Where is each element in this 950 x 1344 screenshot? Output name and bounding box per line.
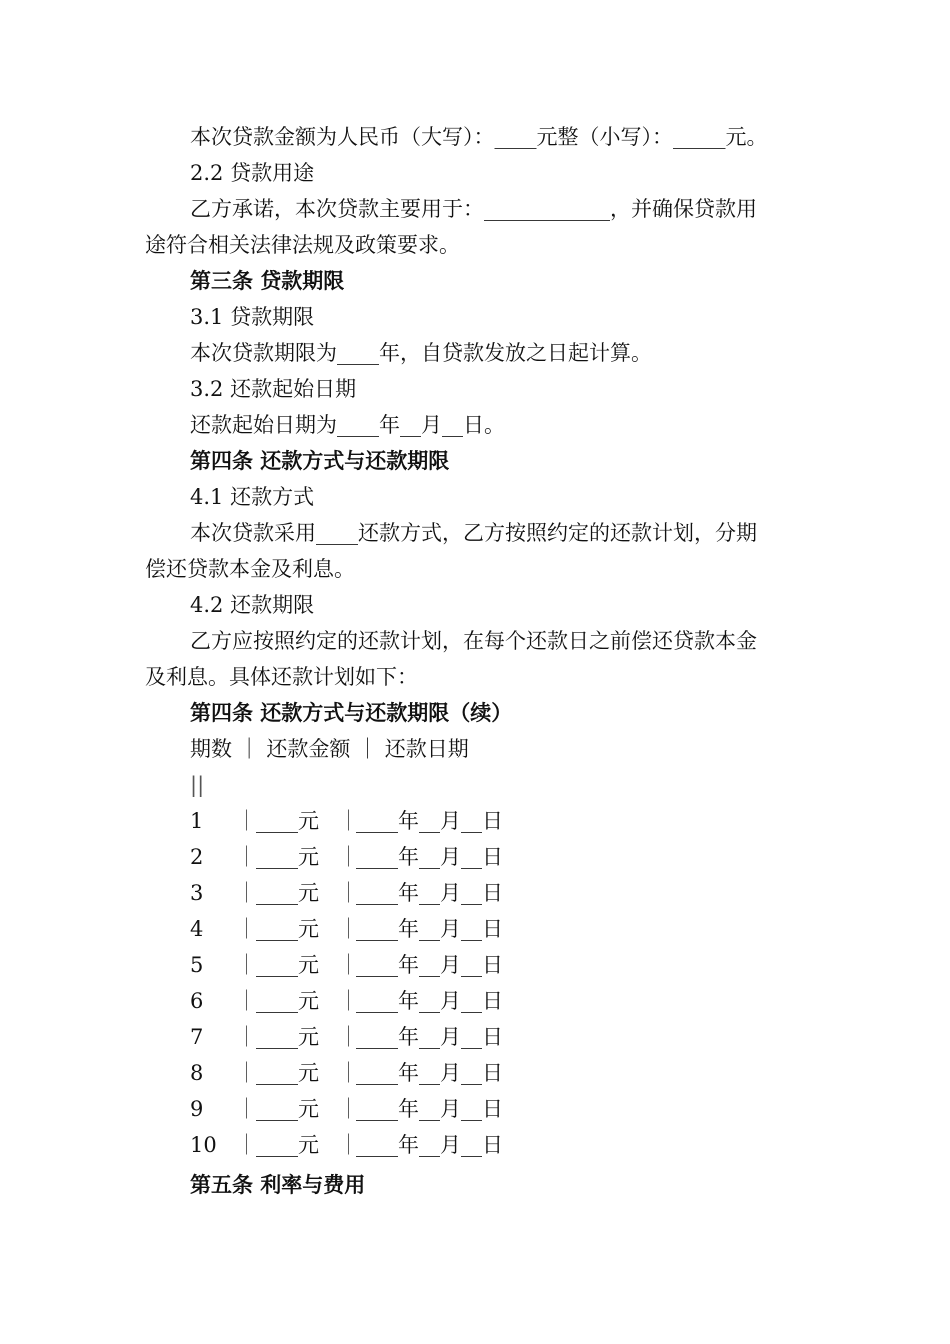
amount-blank: ____元 [256, 1133, 319, 1157]
column-separator: ｜ [338, 953, 359, 977]
column-separator: ｜ [236, 845, 257, 869]
period-number: 6 [190, 989, 204, 1013]
section-2-2-heading: 2.2 贷款用途 [190, 161, 315, 185]
date-blank: ____年__月__日 [356, 989, 503, 1013]
period-number: 5 [190, 953, 204, 977]
amount-blank: ____元 [256, 1061, 319, 1085]
column-separator: ｜ [236, 953, 257, 977]
date-blank: ____年__月__日 [356, 1061, 503, 1085]
amount-blank: ____元 [256, 881, 319, 905]
date-blank: ____年__月__日 [356, 1097, 503, 1121]
date-blank: ____年__月__日 [356, 1133, 503, 1157]
column-separator: ｜ [338, 989, 359, 1013]
column-separator: ｜ [338, 809, 359, 833]
schedule-table-divider: || [190, 773, 205, 797]
amount-blank: ____元 [256, 1097, 319, 1121]
period-number: 1 [190, 809, 204, 833]
column-separator: ｜ [338, 881, 359, 905]
date-blank: ____年__月__日 [356, 917, 503, 941]
column-separator: ｜ [338, 917, 359, 941]
column-separator: ｜ [236, 989, 257, 1013]
repayment-method-text-line2: 偿还贷款本金及利息。 [145, 557, 355, 581]
article-3-title: 第三条 贷款期限 [190, 268, 345, 293]
column-separator: ｜ [236, 917, 257, 941]
amount-blank: ____元 [256, 809, 319, 833]
column-separator: ｜ [236, 881, 257, 905]
amount-blank: ____元 [256, 953, 319, 977]
period-number: 9 [190, 1097, 204, 1121]
section-4-1-heading: 4.1 还款方式 [190, 485, 315, 509]
column-separator: ｜ [236, 1025, 257, 1049]
column-separator: ｜ [236, 1061, 257, 1085]
column-separator: ｜ [338, 1097, 359, 1121]
period-number: 8 [190, 1061, 204, 1085]
column-separator: ｜ [236, 1097, 257, 1121]
article-5-title: 第五条 利率与费用 [190, 1172, 366, 1197]
article-4-continued-title: 第四条 还款方式与还款期限（续） [190, 700, 513, 725]
date-blank: ____年__月__日 [356, 809, 503, 833]
column-separator: ｜ [338, 1133, 359, 1157]
section-3-2-heading: 3.2 还款起始日期 [190, 377, 357, 401]
section-3-1-heading: 3.1 贷款期限 [190, 305, 315, 329]
amount-blank: ____元 [256, 917, 319, 941]
period-number: 10 [190, 1133, 217, 1157]
loan-amount-text: 本次贷款金额为人民币（大写）：____元整（小写）：_____元。 [190, 125, 768, 149]
schedule-table-header: 期数 ｜ 还款金额 ｜ 还款日期 [190, 737, 469, 761]
article-4-title: 第四条 还款方式与还款期限 [190, 448, 450, 473]
amount-blank: ____元 [256, 1025, 319, 1049]
period-number: 4 [190, 917, 204, 941]
period-number: 2 [190, 845, 204, 869]
column-separator: ｜ [338, 845, 359, 869]
date-blank: ____年__月__日 [356, 1025, 503, 1049]
loan-purpose-text-line2: 途符合相关法律法规及政策要求。 [145, 233, 460, 257]
date-blank: ____年__月__日 [356, 881, 503, 905]
repayment-term-text-line1: 乙方应按照约定的还款计划，在每个还款日之前偿还贷款本金 [190, 629, 757, 653]
date-blank: ____年__月__日 [356, 953, 503, 977]
column-separator: ｜ [236, 809, 257, 833]
column-separator: ｜ [338, 1025, 359, 1049]
repayment-term-text-line2: 及利息。具体还款计划如下： [145, 665, 418, 689]
repayment-method-text-line1: 本次贷款采用____还款方式，乙方按照约定的还款计划，分期 [190, 521, 757, 545]
loan-purpose-text-line1: 乙方承诺，本次贷款主要用于：____________，并确保贷款用 [190, 197, 757, 221]
repayment-start-text: 还款起始日期为____年__月__日。 [190, 413, 505, 437]
period-number: 3 [190, 881, 204, 905]
amount-blank: ____元 [256, 989, 319, 1013]
column-separator: ｜ [338, 1061, 359, 1085]
period-number: 7 [190, 1025, 204, 1049]
section-4-2-heading: 4.2 还款期限 [190, 593, 315, 617]
loan-term-text: 本次贷款期限为____年，自贷款发放之日起计算。 [190, 341, 652, 365]
amount-blank: ____元 [256, 845, 319, 869]
column-separator: ｜ [236, 1133, 257, 1157]
date-blank: ____年__月__日 [356, 845, 503, 869]
